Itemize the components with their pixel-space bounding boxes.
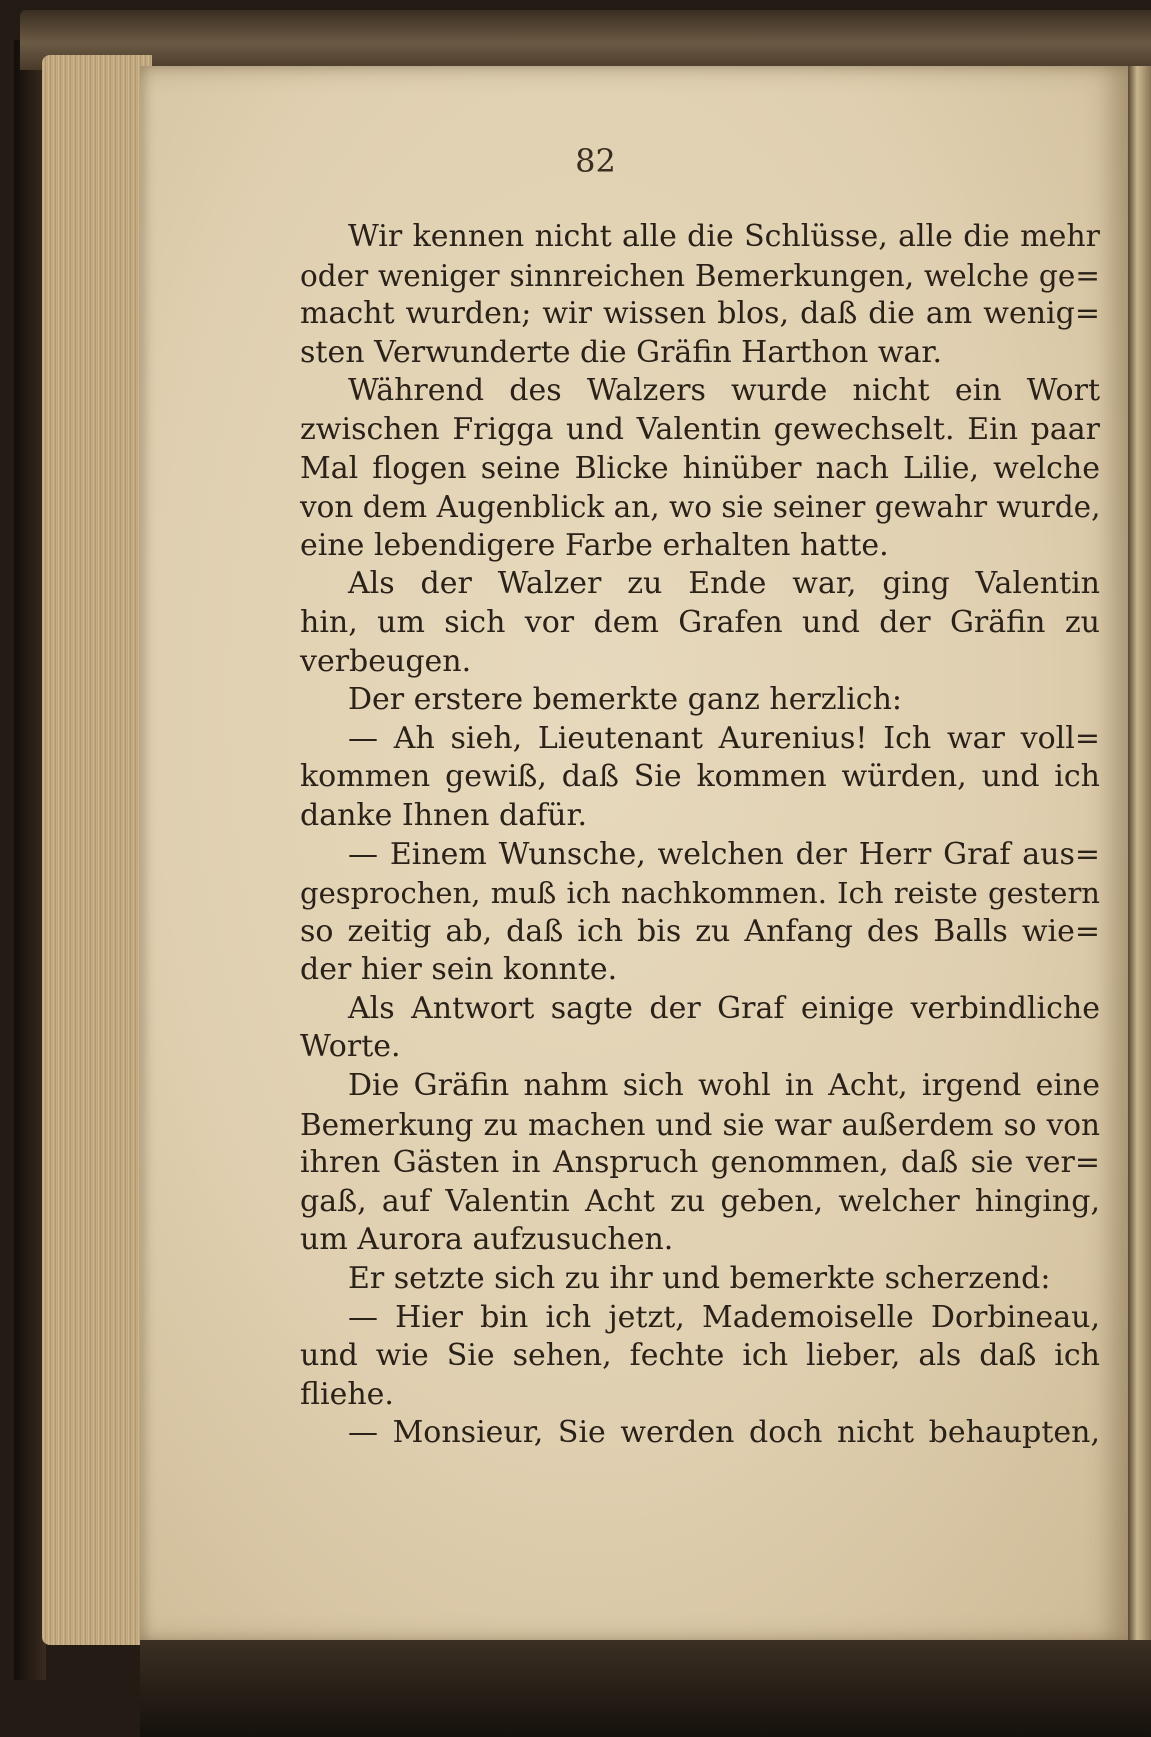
text-line: — Einem Wunsche, welchen der Herr Graf aus= [348,836,1100,872]
page-number: 82 [575,142,616,180]
text-line: um Aurora aufzusuchen. [300,1222,674,1258]
text-line: zwischen Frigga und Valentin gewechselt. Ein paar [300,411,1100,447]
text-line: hin, um sich vor dem Grafen und der Gräfin zu [300,604,1100,640]
text-line: — Ah sieh, Lieutenant Aurenius! Ich war voll= [348,720,1100,756]
text-line: Worte. [300,1029,401,1065]
text-line: Als der Walzer zu Ende war, ging Valentin [348,566,1100,602]
book-bottom-edge [140,1640,1151,1737]
text-line: kommen gewiß, daß Sie kommen würden, und ich [300,759,1100,795]
facing-page-edge [1128,66,1151,1642]
text-line: von dem Augenblick an, wo sie seiner gewahr wurde, [300,490,1101,525]
text-line: der hier sein konnte. [300,952,618,988]
text-line: Mal flogen seine Blicke hinüber nach Lilie, welche [300,450,1100,486]
text-line: oder weniger sinnreichen Bemerkungen, welche ge= [300,258,1100,293]
text-line: Wir kennen nicht alle die Schlüsse, alle die mehr [348,219,1100,254]
text-line: verbeugen. [300,643,472,679]
text-line: fliehe. [300,1376,394,1412]
text-line: Er setzte sich zu ihr und bemerkte scherzend: [348,1261,1051,1297]
page-edges [42,55,152,1645]
text-line: macht wurden; wir wissen blos, daß die am wenig= [300,296,1100,332]
text-line: gaß, auf Valentin Acht zu geben, welcher hinging, [300,1183,1100,1219]
text-line: Als Antwort sagte der Graf einige verbindliche [348,990,1100,1026]
book-cover-edge [20,10,1151,70]
text-line: Während des Walzers wurde nicht ein Wort [348,373,1100,409]
text-line: Bemerkung zu machen und sie war außerdem so von [300,1107,1100,1142]
text-line: Der erstere bemerkte ganz herzlich: [348,682,903,718]
text-line: eine lebendigere Farbe erhalten hatte. [300,527,889,563]
text-line: danke Ihnen dafür. [300,797,588,833]
text-line: — Hier bin ich jetzt, Mademoiselle Dorbineau, [348,1299,1100,1335]
text-line: und wie Sie sehen, fechte ich lieber, als daß ich [300,1338,1100,1374]
text-line: ihren Gästen in Anspruch genommen, daß sie ver= [300,1145,1100,1181]
text-line: Die Gräfin nahm sich wohl in Acht, irgend eine [348,1068,1100,1104]
page-text [300,218,1100,1453]
text-line: so zeitig ab, daß ich bis zu Anfang des Balls wie= [300,913,1100,949]
text-line: — Monsieur, Sie werden doch nicht behaupten, [348,1415,1100,1451]
text-line: gesprochen, muß ich nachkommen. Ich reiste gestern [300,876,1100,911]
text-line: sten Verwunderte die Gräfin Harthon war. [300,334,943,370]
